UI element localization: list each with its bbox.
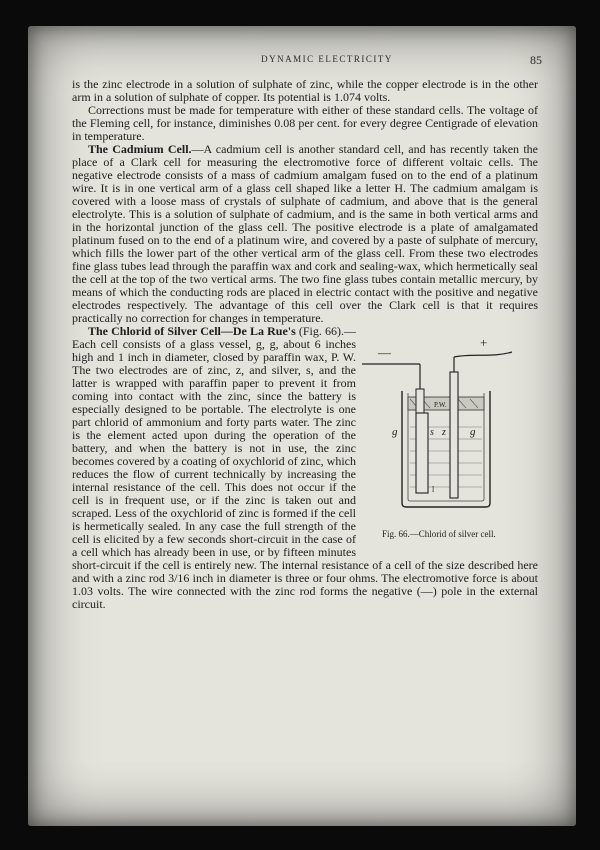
cadmium-cell-text: —A cadmium cell is another standard cell, and has recently taken the place of a Clark cell for measuring the electromotive force of different voltaic cells. The negative electrode consists of a mass of cadmium amalgam fused on to the end of a platinum wire. It is in one vertical arm of a glass cell shaped like a letter H. The cadmium amalgam is covered with a loose mass of crystals of sulphate of cadmium, and above that is the general electrolyte. This is a solution of sulphate of cadmium, and is the same in both vertical arms and in the horizontal junction of the glass cell. The positive electrode is a plate of amalgamated platinum fused on to the end of a platinum wire, and covered by a paste of sulphate of mercury, which fills the lower part of the other vertical arm of the glass cell. From these two electrodes fine glass tubes lead through the paraffin wax and cork and sealing-wax, which hermetically seal the cell at the top of the two vertical arms. The two fine glass tubes contain metallic mercury, by means of which the conducting rods are placed in electric contact with the positive and negative electrodes respectively. The advantage of this cell over the Clark cell is that it requires practically no correction for changes in temperature. (72, 142, 538, 325)
page-header (72, 53, 542, 67)
zinc-label: z (442, 427, 446, 438)
figure-caption: Fig. 66.—Chlorid of silver cell. (382, 529, 496, 539)
chlorid-silver-cell-diagram (362, 327, 542, 527)
minus-label: — (378, 345, 391, 360)
plus-label: + (480, 335, 488, 350)
paragraph-zinc-electrode: is the zinc electrode in a solution of sulphate of zinc, while the copper electrode is in the other arm in a solution of sulphate of copper. Its potential is 1.074 volts. (72, 77, 538, 104)
wax-label: P.W. (434, 401, 447, 409)
page-number: 85 (530, 53, 542, 67)
paragraph-corrections: Corrections must be made for temperature with either of these standard cells. The voltage of the Fleming cell, for instance, diminishes 0.08 per cent. for every degree Centigrade of elevation in temperature. (72, 103, 538, 143)
running-head: DYNAMIC ELECTRICITY (261, 54, 393, 64)
paragraph-cadmium-cell (72, 143, 538, 325)
left-glass-label: g (392, 426, 398, 438)
figure-66 (362, 327, 542, 551)
body-text (72, 78, 538, 611)
book-page (28, 26, 576, 826)
bottom-label: l (432, 485, 435, 494)
heading-silver-cell: The Chlorid of Silver Cell—De La Rue's (88, 324, 296, 338)
silver-label: s (430, 427, 434, 438)
heading-cadmium-cell: The Cadmium Cell. (88, 142, 192, 156)
right-glass-label: g (470, 426, 476, 438)
silver-cell-text: (Fig. 66).—Each cell consists of a glass vessel, g, g, about 6 inches high and 1 inch in diameter, closed by paraffin wax, P. W. The two electrodes are of zinc, z, and silver, s, and the latter is wrapped with paraffin paper to prevent it from coming into contact with the zinc, since the battery is especially designed to be portable. The electrolyte is one part chlorid of ammonium and forty parts water. The zinc is the element acted upon during the operation of the battery, and when the battery is not in use, the zinc becomes covered by a coating of oxychlorid of zinc, which reduces the flow of current technically by increasing the internal resistance of the cell. This does not occur if the cell is in frequent use, or if the zinc is taken out and scraped. Less of the oxychlorid of zinc is formed if the cell is hermetically sealed. In any case the full strength of the cell is elicited by a few seconds short-circuit in the case of a cell which has already been in use, or by fifteen minutes short-circuit if the cell is entirely new. The internal resistance of a cell of the size described here and with a zinc rod 3/16 inch in diameter is three or four ohms. The electromotive force is about 1.03 volts. The wire connected with the zinc rod forms the negative (—) pole in the external circuit. (72, 324, 538, 611)
